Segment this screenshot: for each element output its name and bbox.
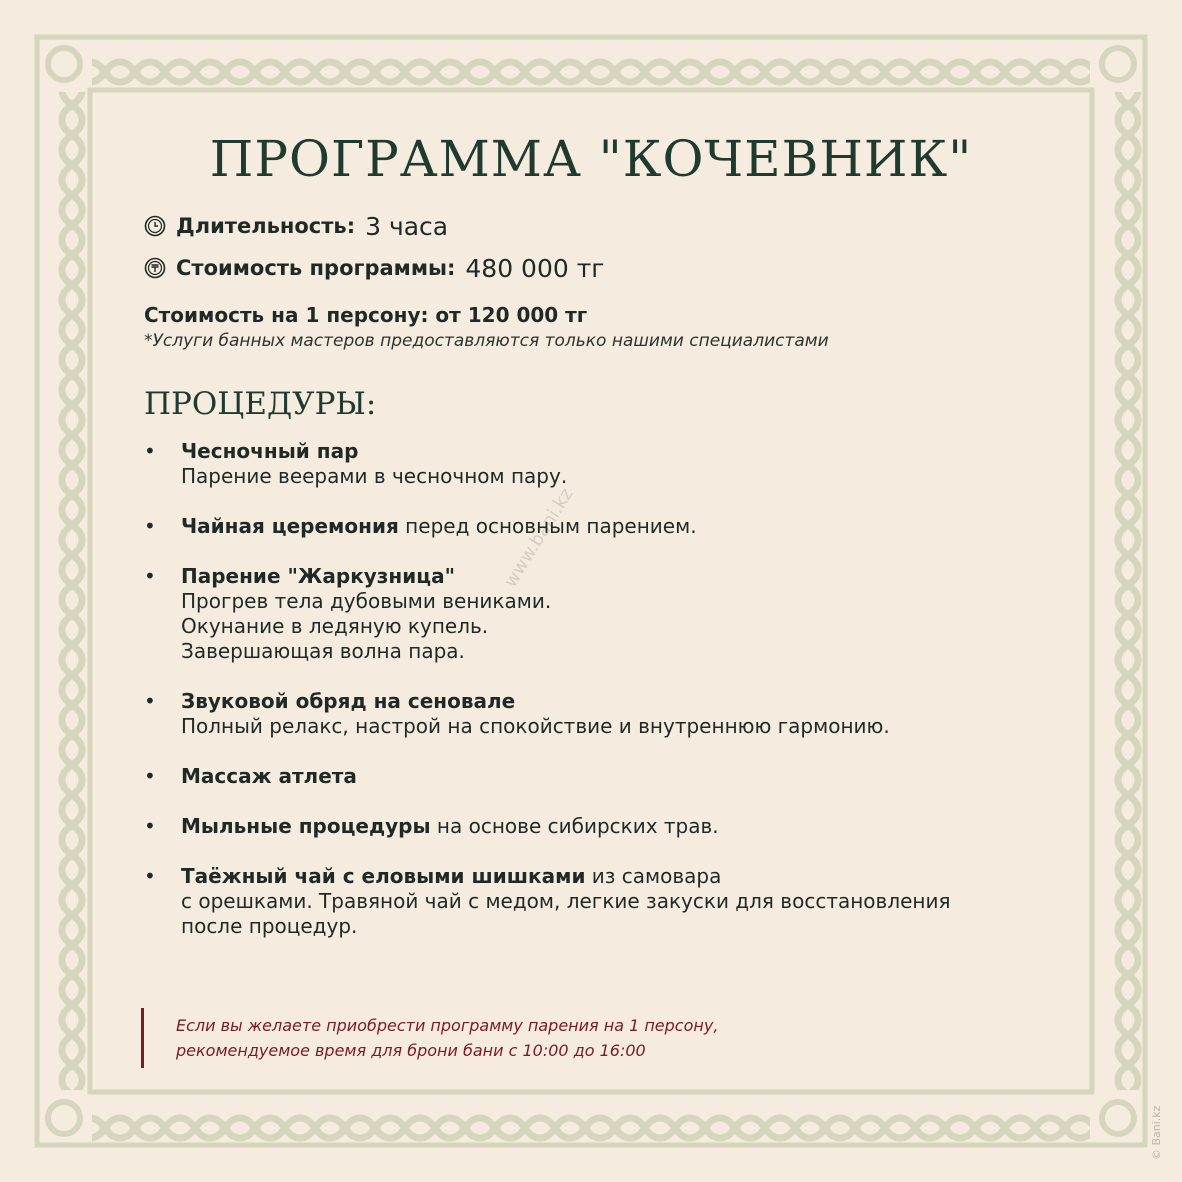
- tenge-icon: [144, 257, 166, 279]
- procedures-heading: ПРОЦЕДУРЫ:: [144, 386, 377, 422]
- booking-note-line: Если вы желаете приобрести программу парения на 1 персону,: [176, 1016, 719, 1035]
- bullet: •: [144, 564, 156, 588]
- procedure-title: Массаж атлета: [181, 764, 357, 788]
- procedure-line: Парение веерами в чесночном пару.: [181, 464, 568, 488]
- procedure-title: Парение "Жаркузница": [181, 564, 455, 588]
- bullet: •: [144, 514, 156, 538]
- masters-note: *Услуги банных мастеров предоставляются только нашими специалистами: [144, 331, 829, 351]
- duration-value: 3 часа: [365, 211, 449, 241]
- procedure-title: Чесночный пар: [181, 439, 359, 463]
- bullet: •: [144, 814, 156, 838]
- watermark: www.bani.kz: [500, 484, 578, 592]
- bullet: •: [144, 439, 156, 463]
- copyright: © Bani.kz: [1150, 1105, 1163, 1160]
- procedure-line: Завершающая волна пара.: [181, 639, 465, 663]
- procedure-title: Мыльные процедуры: [181, 814, 431, 838]
- procedure-inline: из самовара: [585, 864, 722, 888]
- procedure-title: Таёжный чай с еловыми шишками: [181, 864, 586, 888]
- procedure-line: Окунание в ледяную купель.: [181, 614, 489, 638]
- procedure-title: Звуковой обряд на сеновале: [181, 689, 516, 713]
- price-row: [144, 251, 604, 285]
- duration-row: [144, 209, 448, 243]
- clock-icon: [144, 215, 166, 237]
- booking-note-line: рекомендуемое время для брони бани с 10:00 до 16:00: [176, 1041, 646, 1060]
- bullet: •: [144, 864, 156, 888]
- procedure-line: после процедур.: [181, 914, 358, 938]
- bullet: •: [144, 764, 156, 788]
- procedure-inline: на основе сибирских трав.: [430, 814, 719, 838]
- footer-accent-bar: [141, 1008, 144, 1068]
- booking-note: [176, 1013, 718, 1063]
- per-person-price: Стоимость на 1 персону: от 120 000 тг: [144, 303, 588, 327]
- price-value: 480 000 тг: [465, 253, 605, 283]
- price-label: Стоимость программы:: [176, 256, 456, 280]
- duration-label: Длительность:: [176, 214, 356, 238]
- procedure-line: Прогрев тела дубовыми вениками.: [181, 589, 552, 613]
- procedure-title: Чайная церемония: [181, 514, 399, 538]
- procedure-inline: перед основным парением.: [398, 514, 697, 538]
- procedure-line: с орешками. Травяной чай с медом, легкие закуски для восстановления: [181, 889, 951, 913]
- bullet: •: [144, 689, 156, 713]
- procedure-line: Полный релакс, настрой на спокойствие и внутреннюю гармонию.: [181, 714, 890, 738]
- page-title: ПРОГРАММА "КОЧЕВНИК": [209, 130, 973, 188]
